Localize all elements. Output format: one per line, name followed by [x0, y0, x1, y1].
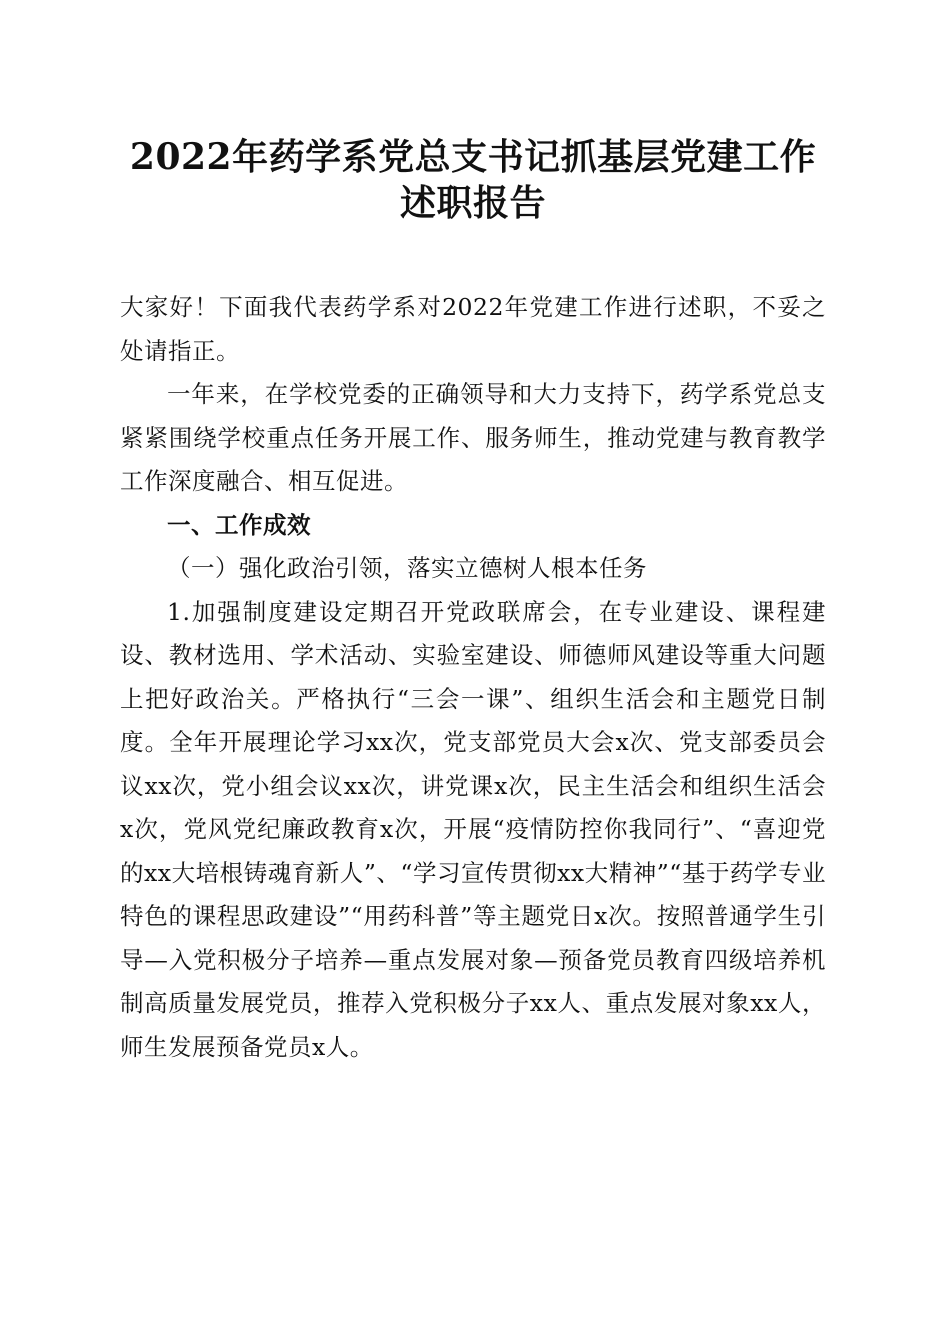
intro-paragraph: 一年来，在学校党委的正确领导和大力支持下，药学系党总支紧紧围绕学校重点任务开展工作、服务师生，推动党建与教育教学工作深度融合、相互促进。	[120, 380, 826, 495]
item-paragraph: 1.加强制度建设定期召开党政联席会，在专业建设、课程建设、教材选用、学术活动、实验室建设、师德师风建设等重大问题上把好政治关。严格执行“三会一课”、组织生活会和主题党日制度。全年开展理论学习xx次，党支部党员大会x次、党支部委员会议xx次，党小组会议xx次，讲党课x次，民主生活会和组织生活会x次，党风党纪廉政教育x次，开展“疫情防控你我同行”、“喜迎党的xx大培根铸魂育新人”、“学习宣传贯彻xx大精神”“基于药学专业特色的课程思政建设”“用药科普”等主题党日x次。按照普通学生引导—入党积极分子培养—重点发展对象—预备党员教育四级培养机制高质量发展党员，推荐入党积极分子xx人、重点发展对象xx人，师生发展预备党员x人。	[120, 597, 826, 1061]
greeting-paragraph: 大家好！下面我代表药学系对2022年党建工作进行述职，不妥之处请指正。	[120, 293, 826, 365]
document-page	[120, 134, 826, 1069]
document-title: 2022年药学系党总支书记抓基层党建工作述职报告	[129, 136, 817, 224]
document-body	[120, 286, 826, 1069]
section-heading: 一、工作成效	[167, 510, 311, 539]
subsection-heading: （一）强化政治引领，落实立德树人根本任务	[167, 554, 647, 582]
